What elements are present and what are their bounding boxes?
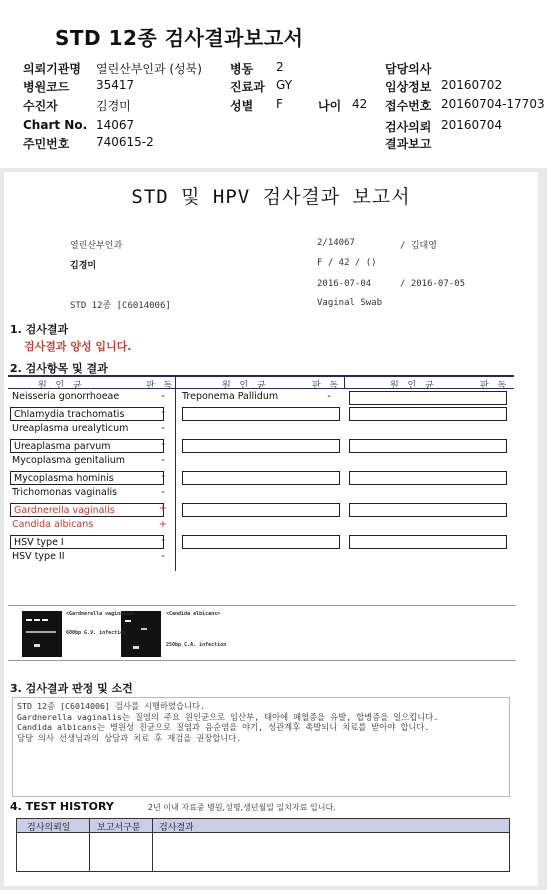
specimen: Vaginal Swab: [317, 298, 383, 308]
header-label-l2-row0: 병동: [230, 62, 254, 76]
summary-header: [0, 0, 547, 168]
history-divider: [89, 819, 90, 871]
empty-result-box: [182, 535, 340, 549]
organism-row: HSV type I: [10, 535, 164, 549]
header-value-v2-row0: 2: [276, 60, 284, 74]
chart-number: 2/14067: [317, 238, 355, 248]
report-title: STD 및 HPV 검사결과 보고서: [131, 186, 411, 208]
results-table: [8, 375, 514, 571]
header-label-l1-row0: 의뢰기관명: [23, 62, 81, 76]
empty-result-box: [182, 407, 340, 421]
result-summary: 검사결과 양성 입니다.: [24, 340, 132, 353]
header-value-v1-row1: 35417: [96, 78, 135, 92]
result-sign: -: [161, 439, 165, 450]
header-label-l1-row2: 수진자: [23, 99, 58, 113]
header-label-l2-row2: 성별: [230, 99, 254, 113]
section-3-title: 3. 검사결과 판정 및 소견: [10, 682, 133, 695]
history-header: [17, 819, 509, 833]
column-divider: [175, 375, 176, 571]
header-value-v2-row2: F: [276, 97, 283, 111]
col-header-read-2: 판 독: [312, 381, 342, 391]
section-1-title: 1. 검사결과: [10, 323, 69, 336]
section-2-title: 2. 검사항목 및 결과: [10, 362, 108, 375]
col-header-read-3: 판 독: [480, 381, 510, 391]
header-label-l3-row2: 나이: [318, 99, 342, 113]
header-value-v4-row3: 20160704: [441, 118, 503, 132]
result-sign: -: [161, 535, 165, 546]
history-note: 2년 이내 자료중 병원,성명,생년월일 일치자료 입니다.: [148, 803, 336, 812]
header-value-v4-row1: 20160702: [441, 78, 503, 92]
organism-row: Ureaplasma urealyticum: [12, 423, 129, 434]
test-name: STD 12종 [C6014006]: [70, 301, 171, 311]
gel-left-band: 600bp G.V. infection: [66, 630, 127, 636]
organism-row: Chlamydia trachomatis: [10, 407, 164, 421]
organism-row: Mycoplasma hominis: [10, 471, 164, 485]
result-sign: -: [161, 391, 165, 402]
header-title: STD 12종 검사결과보고서: [55, 26, 304, 50]
sex-age: F / 42 / (): [317, 258, 377, 268]
header-label-l2-row1: 진료과: [230, 80, 265, 94]
header-value-v2-row1: GY: [276, 78, 293, 92]
patient-name: 김경미: [70, 261, 97, 271]
empty-result-box: [349, 391, 507, 405]
result-sign: -: [161, 487, 165, 498]
gel-left-label: <Gardnerella vaginalis>: [66, 611, 136, 617]
gel-photo-left: [22, 611, 62, 657]
col-header-org-3: 원 인 균: [390, 381, 437, 391]
result-sign: -: [161, 471, 165, 482]
header-label-l1-row4: 주민번호: [23, 137, 70, 151]
gel-right-band: 250bp C.A. infection: [166, 642, 227, 648]
organism-row: Trichomonas vaginalis: [12, 487, 118, 498]
header-label-l4-row4: 결과보고: [385, 137, 432, 151]
organism-treponema: Treponema Pallidum: [182, 391, 279, 402]
doctor-name: / 김대영: [400, 241, 437, 251]
organism-row: Mycoplasma genitalium: [12, 455, 126, 466]
result-sign: -: [161, 455, 165, 466]
result-sign: -: [161, 551, 165, 562]
gel-right-label: <Candida albicans>: [166, 611, 221, 617]
interpretation-text: STD 12종 [C6014006] 검사를 시행하였습니다. Gardnerella vaginalis는 질염의 주요 원인균으로 임산부, 태아에 패혈증을 유발, 합병증을 일으킵니다. Candida albicans는 병원성 진균으로 질염과 음순염을 야기, 성관계후 촉발되니 치료를 받아야 합니다. 담당 의사 선생님과의 상담과 치료 후 재검을 권장합니다.: [12, 697, 510, 797]
header-value-v1-row3: 14067: [96, 118, 135, 132]
result-sign: +: [158, 519, 168, 530]
gel-electrophoresis-images: [8, 605, 516, 661]
result-sign: +: [158, 503, 168, 514]
sign-treponema: -: [327, 391, 331, 402]
empty-result-box: [182, 503, 340, 517]
result-sign: -: [161, 423, 165, 434]
empty-result-box: [182, 439, 340, 453]
history-col-type: 보고서구분: [97, 823, 141, 833]
header-label-l1-row3: Chart No.: [23, 118, 88, 132]
result-sign: -: [161, 407, 165, 418]
header-label-l1-row1: 병원코드: [23, 80, 70, 94]
history-col-date: 검사의뢰일: [27, 823, 71, 833]
section-4-title: 4. TEST HISTORY: [10, 800, 114, 813]
history-col-result: 검사결과: [159, 823, 194, 833]
empty-result-box: [349, 471, 507, 485]
header-value-v1-row4: 740615-2: [96, 135, 154, 149]
header-value-v1-row0: 열린산부인과 (성북): [96, 62, 202, 76]
test-history-table: [16, 818, 510, 872]
organism-row: Candida albicans: [12, 519, 94, 530]
clinic-name: 열린산부인과: [70, 241, 123, 251]
col-header-read-1: 판 독: [146, 381, 176, 391]
header-label-l4-row1: 임상정보: [385, 80, 432, 94]
header-label-l4-row2: 접수번호: [385, 99, 432, 113]
header-value-v1-row2: 김경미: [96, 99, 131, 113]
col-header-org-2: 원 인 균: [222, 381, 269, 391]
header-value-v3-row2: 42: [352, 97, 368, 111]
organism-row: Gardnerella vaginalis: [10, 503, 164, 517]
report-date: / 2016-07-05: [400, 279, 466, 289]
organism-row: HSV type II: [12, 551, 65, 562]
empty-result-box: [349, 535, 507, 549]
empty-result-box: [349, 407, 507, 421]
organism-row: Neisseria gonorrhoeae: [12, 391, 120, 402]
request-date: 2016-07-04: [317, 279, 372, 289]
table-header: [8, 375, 514, 389]
empty-result-box: [349, 439, 507, 453]
col-header-org-1: 원 인 균: [38, 381, 85, 391]
report-page: [4, 172, 538, 886]
header-label-l4-row3: 검사의뢰: [385, 120, 432, 134]
history-divider: [152, 819, 153, 871]
column-divider: [344, 375, 345, 389]
gel-photo-right: [121, 611, 161, 657]
empty-result-box: [349, 503, 507, 517]
header-label-l4-row0: 담당의사: [385, 62, 432, 76]
header-value-v4-row2: 20160704-17703: [441, 97, 545, 111]
organism-row: Ureaplasma parvum: [10, 439, 164, 453]
empty-result-box: [182, 471, 340, 485]
